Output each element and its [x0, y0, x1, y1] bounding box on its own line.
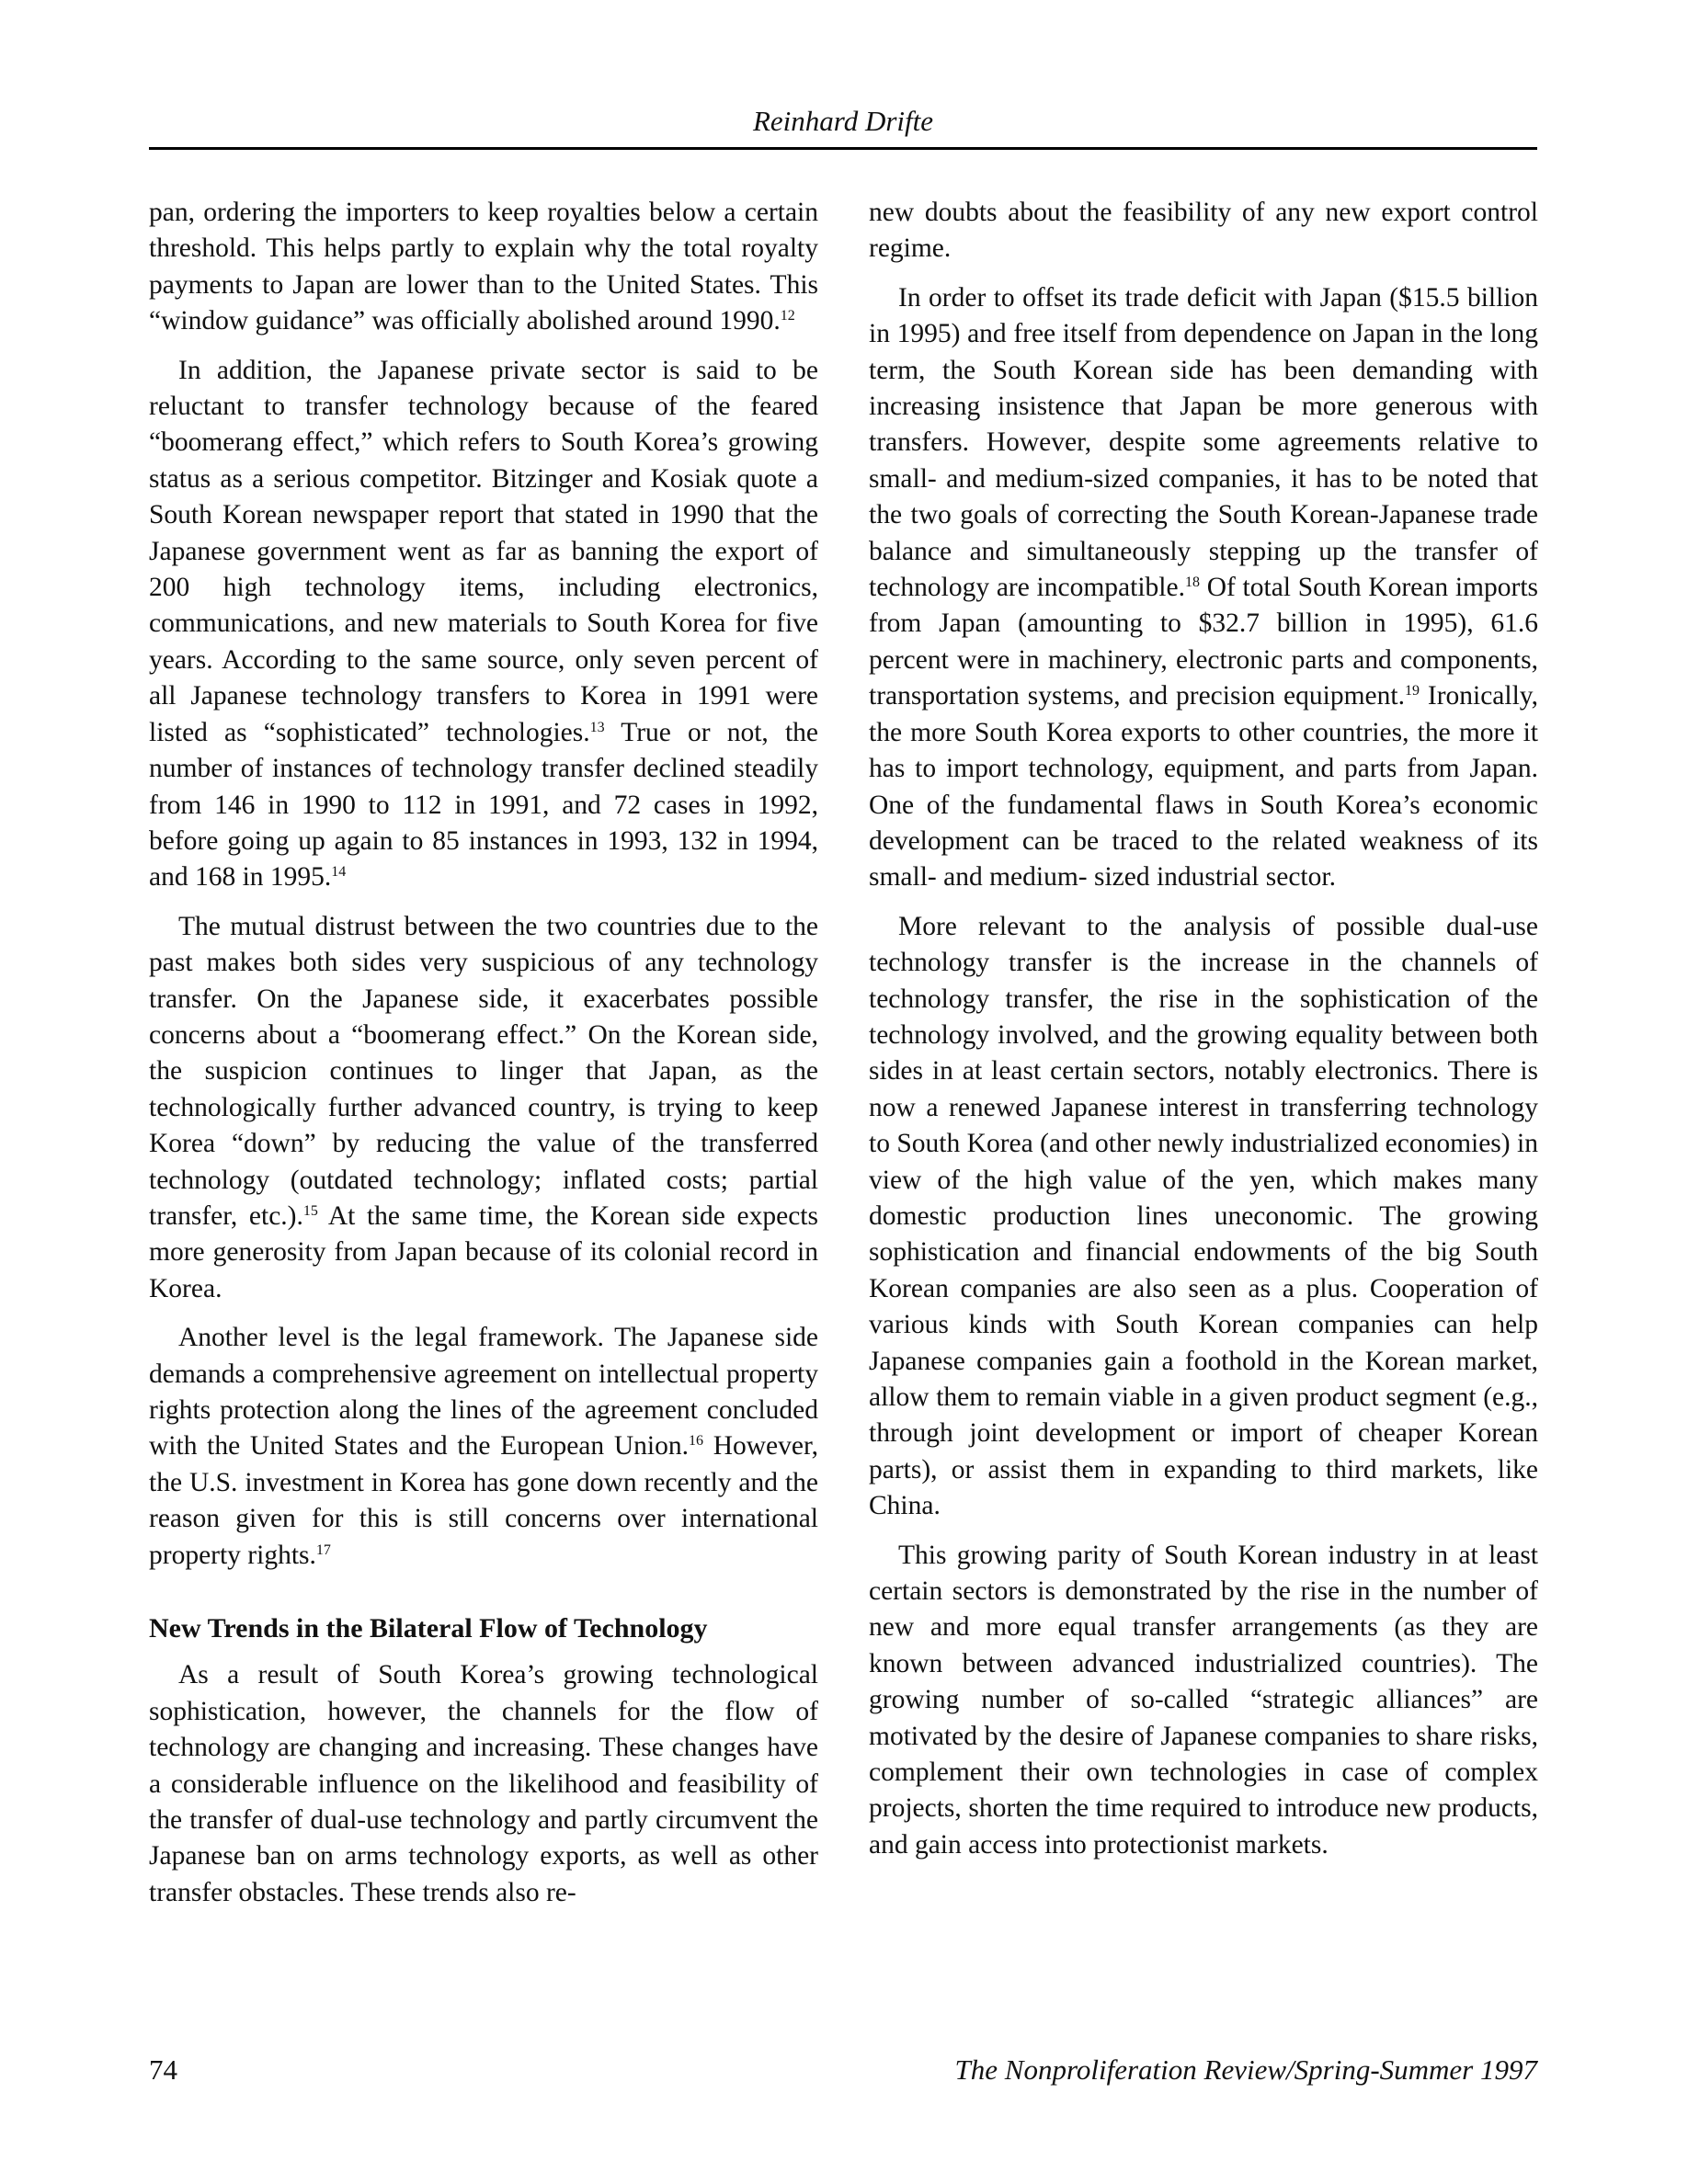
- journal-footer: The Nonproliferation Review/Spring-Summer 1997: [954, 2053, 1537, 2086]
- right-column: [869, 195, 1538, 1876]
- paragraph: In order to offset its trade deficit with Japan ($15.5 billion in 1995) and free itself from dependence on Japan in the long term, the South Korean side has been demanding with increasing insistence that Japan be more generous with transfers. However, despite some agreements relative to small- and medium-sized companies, it has to be noted that the two goals of correcting the South Korean-Japanese trade balance and simultaneously stepping up the transfer of technology are incompatible.$^{18}$ Of total South Korean imports from Japan (amounting to $32.7 billion in 1995), 61.6 percent were in machinery, electronic parts and components, transportation systems, and precision equipment.$^{19}$ Ironically, the more South Korea exports to other countries, the more it has to import technology, equipment, and parts from Japan. One of the fundamental flaws in South Korea’s economic development can be traced to the related weakness of its small- and medium- sized industrial sector.: [869, 282, 1539, 893]
- section-heading: New Trends in the Bilateral Flow of Technology: [149, 1613, 708, 1644]
- page-number: 74: [149, 2053, 177, 2086]
- paragraph: pan, ordering the importers to keep royalties below a certain threshold. This helps partly to explain why the total royalty payments to Japan are lower than to the United States. This “window guidance” was officially abolished around 1990.12: [149, 198, 818, 336]
- footnote-ref[interactable]: 19: [1404, 683, 1420, 700]
- footnote-ref[interactable]: 17: [315, 1541, 331, 1558]
- paragraph: The mutual distrust between the two countries due to the past makes both sides very suspicious of any technology transfer. On the Japanese side, it exacerbates possible concerns about a “boomerang effect.” On the Korean side, the suspicion continues to linger that Japan, as the technologically further advanced country, is trying to keep Korea “down” by reducing the value of the transferred technology (outdated technology; inflated costs; partial transfer, etc.).$^{15}$ At the same time, the Korean side expects more generosity from Japan because of its colonial record in Korea.: [149, 911, 818, 1303]
- paragraph: As a result of South Korea’s growing technological sophistication, however, the channels for the flow of technology are changing and increasing. These changes have a considerable influence on the likelihood and feasibility of the transfer of dual-use technology and partly circumvent the Japanese ban on arms technology exports, as well as other transfer obstacles. These trends also re-: [149, 1660, 818, 1907]
- paragraph: More relevant to the analysis of possible dual-use technology transfer is the increase in the channels of technology transfer, the rise in the sophistication of the technology involved, and the growing equality between both sides in at least certain sectors, notably electronics. There is now a renewed Japanese interest in transferring technology to South Korea (and other newly industrialized economies) in view of the high value of the yen, which makes many domestic production lines uneconomic. The growing sophistication and financial endowments of the big South Korean companies are also seen as a plus. Cooperation of various kinds with South Korean companies can help Japanese companies gain a foothold in the Korean market, allow them to remain viable in a given product segment (e.g., through joint development or import of cheaper Korean parts), or assist them in expanding to third markets, like China.: [869, 911, 1538, 1521]
- footnote-ref[interactable]: 12: [780, 308, 795, 324]
- paragraph: In addition, the Japanese private sector is said to be reluctant to transfer technology because of the feared “boomerang effect,” which refers to South Korea’s growing status as a serious competitor. Bitzinger and Kosiak quote a South Korean newspaper report that stated in 1990 that the Japanese government went as far as banning the export of 200 high technology items, including electronics, communications, and new materials to South Korea for five years. According to the same source, only seven percent of all Japanese technology transfers to Korea in 1991 were listed as “sophisticated” technologies.$^{13}$ True or not, the number of instances of technology transfer declined steadily from 146 in 1990 to 112 in 1991, and 72 cases in 1992, before going up again to 85 instances in 1993, 132 in 1994, and 168 in 1995.14: [149, 355, 818, 893]
- paragraph: This growing parity of South Korean industry in at least certain sectors is demonstrated by the rise in the number of new and more equal transfer arrangements (as they are known between advanced industrialized countries). The growing number of so-called “strategic alliances” are motivated by the desire of Japanese companies to share risks, complement their own technologies in case of complex projects, shorten the time required to introduce new products, and gain access into protectionist markets.: [869, 1540, 1538, 1860]
- footnote-ref[interactable]: 15: [302, 1202, 318, 1219]
- footnote-ref[interactable]: 18: [1184, 574, 1200, 591]
- footnote-ref[interactable]: 14: [331, 864, 347, 881]
- footnote-ref[interactable]: 16: [688, 1433, 703, 1450]
- paragraph: Another level is the legal framework. The Japanese side demands a comprehensive agreement on intellectual property rights protection along the lines of the agreement concluded with the United States and the European Union.$^{16}$ However, the U.S. investment in Korea has gone down recently and the reason given for this is still concerns over international property rights.$^{17}$: [149, 1323, 819, 1570]
- header-rule: [149, 147, 1537, 150]
- left-column: [149, 195, 818, 1924]
- footnote-ref[interactable]: 13: [589, 719, 605, 735]
- running-header-author: Reinhard Drifte: [752, 105, 934, 137]
- paragraph: new doubts about the feasibility of any new export control regime.: [869, 198, 1538, 264]
